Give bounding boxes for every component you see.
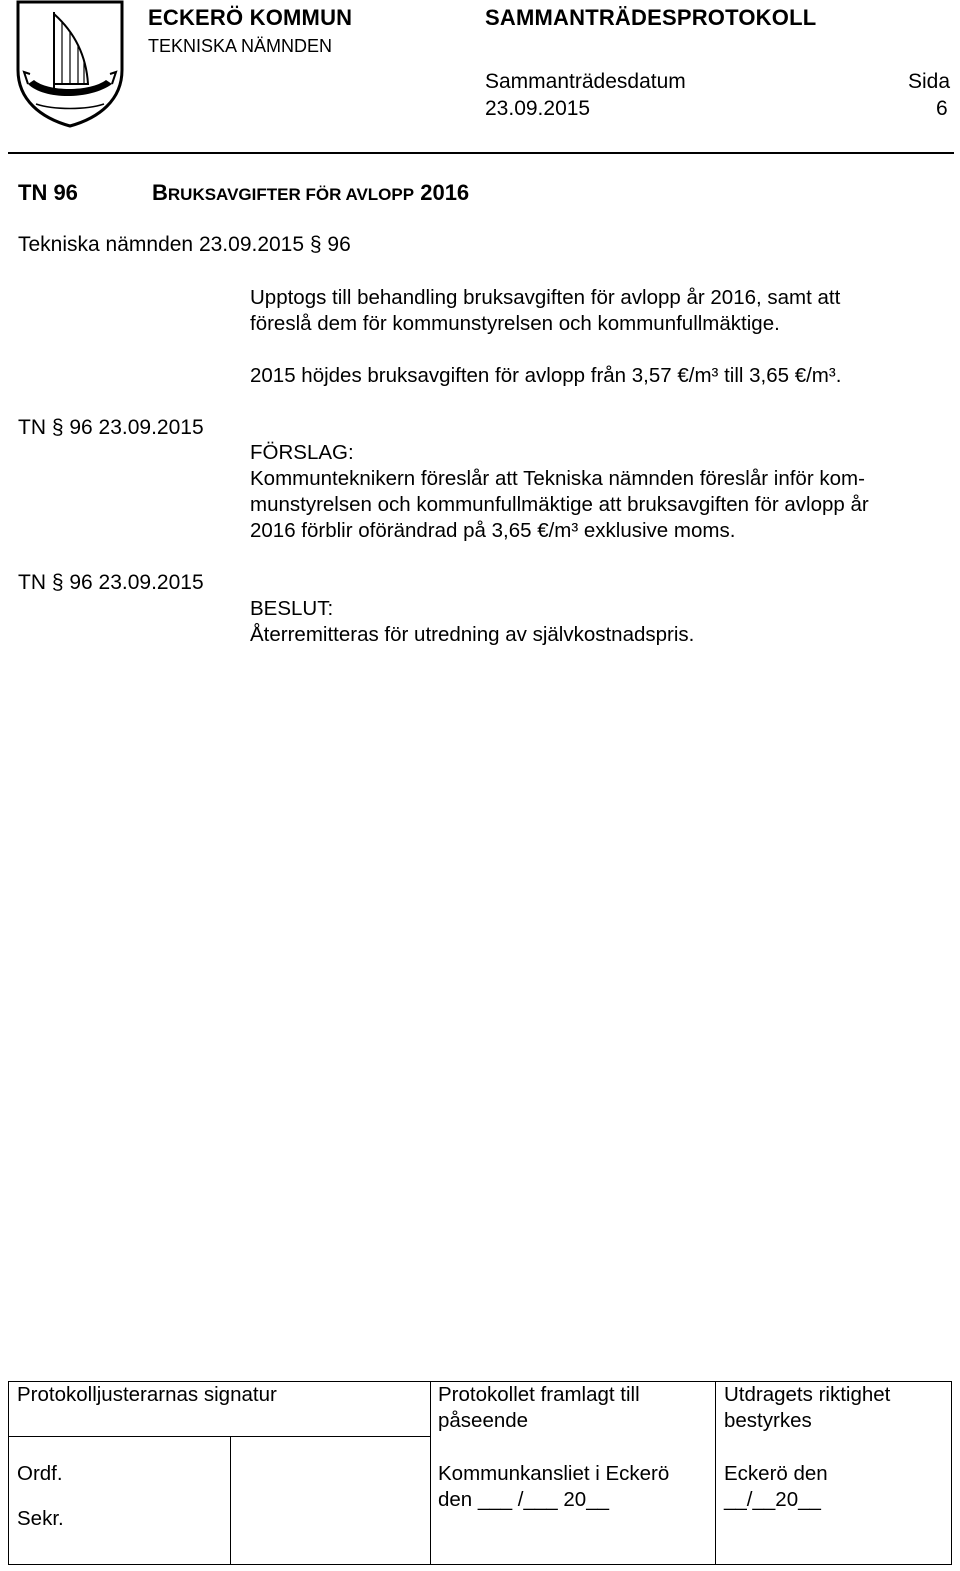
item-title-year: 2016	[420, 180, 470, 205]
posting-place: Kommunkansliet i Eckerö	[438, 1462, 670, 1485]
certification-date: __/__20__	[724, 1488, 821, 1511]
intro-paragraph	[250, 285, 950, 337]
decision-paragraph	[250, 596, 950, 648]
proposal-paragraph	[250, 440, 950, 544]
certification-title-line-2: bestyrkes	[724, 1409, 812, 1432]
table-divider	[230, 1436, 231, 1564]
signature-column-title: Protokolljusterarnas signatur	[17, 1383, 277, 1406]
page-number: 6	[936, 97, 948, 120]
proposal-label: FÖRSLAG:	[250, 441, 354, 464]
decision-label: BESLUT:	[250, 597, 334, 620]
item-title-rest: RUKSAVGIFTER FÖR AVLOPP	[167, 185, 415, 204]
meeting-date: 23.09.2015	[485, 97, 591, 120]
posting-date: den ___ /___ 20__	[438, 1488, 609, 1511]
table-divider	[430, 1382, 431, 1564]
chair-label: Ordf.	[17, 1462, 63, 1485]
intro-line-2: föreslå dem för kommunstyrelsen och kommunfullmäktige.	[250, 312, 780, 335]
header-divider	[8, 152, 954, 154]
organization-name: ECKERÖ KOMMUN	[148, 5, 353, 30]
proposal-line-2: munstyrelsen och kommunfullmäktige att bruksavgiften för avlopp år	[250, 493, 869, 516]
item-reference: Tekniska nämnden 23.09.2015 § 96	[18, 233, 351, 256]
document-type: SAMMANTRÄDESPROTOKOLL	[485, 5, 817, 30]
proposal-line-1: Kommunteknikern föreslår att Tekniska nämnden föreslår inför kom-	[250, 467, 865, 490]
page-label: Sida	[908, 70, 951, 93]
intro-line-1: Upptogs till behandling bruksavgiften för avlopp år 2016, samt att	[250, 286, 841, 309]
certification-place: Eckerö den	[724, 1462, 828, 1485]
municipality-logo	[14, 0, 126, 128]
item-number: TN 96	[18, 180, 78, 205]
decision-text: Återremitteras för utredning av självkostnadspris.	[250, 623, 695, 646]
table-divider	[9, 1436, 430, 1437]
meeting-date-label: Sammanträdesdatum	[485, 70, 686, 93]
proposal-reference: TN § 96 23.09.2015	[18, 416, 204, 439]
item-title	[152, 180, 469, 206]
department-name: TEKNISKA NÄMNDEN	[148, 36, 333, 56]
posting-title-line-1: Protokollet framlagt till	[438, 1383, 640, 1406]
certification-title-line-1: Utdragets riktighet	[724, 1383, 891, 1406]
posting-title-line-2: påseende	[438, 1409, 529, 1432]
fee-paragraph: 2015 höjdes bruksavgiften för avlopp från 3,57 €/m³ till 3,65 €/m³.	[250, 364, 842, 387]
secretary-label: Sekr.	[17, 1507, 64, 1530]
table-divider	[715, 1382, 716, 1564]
proposal-line-3: 2016 förblir oförändrad på 3,65 €/m³ exklusive moms.	[250, 519, 736, 542]
signature-table	[8, 1381, 952, 1565]
decision-reference: TN § 96 23.09.2015	[18, 571, 204, 594]
item-title-initial: B	[152, 180, 168, 205]
